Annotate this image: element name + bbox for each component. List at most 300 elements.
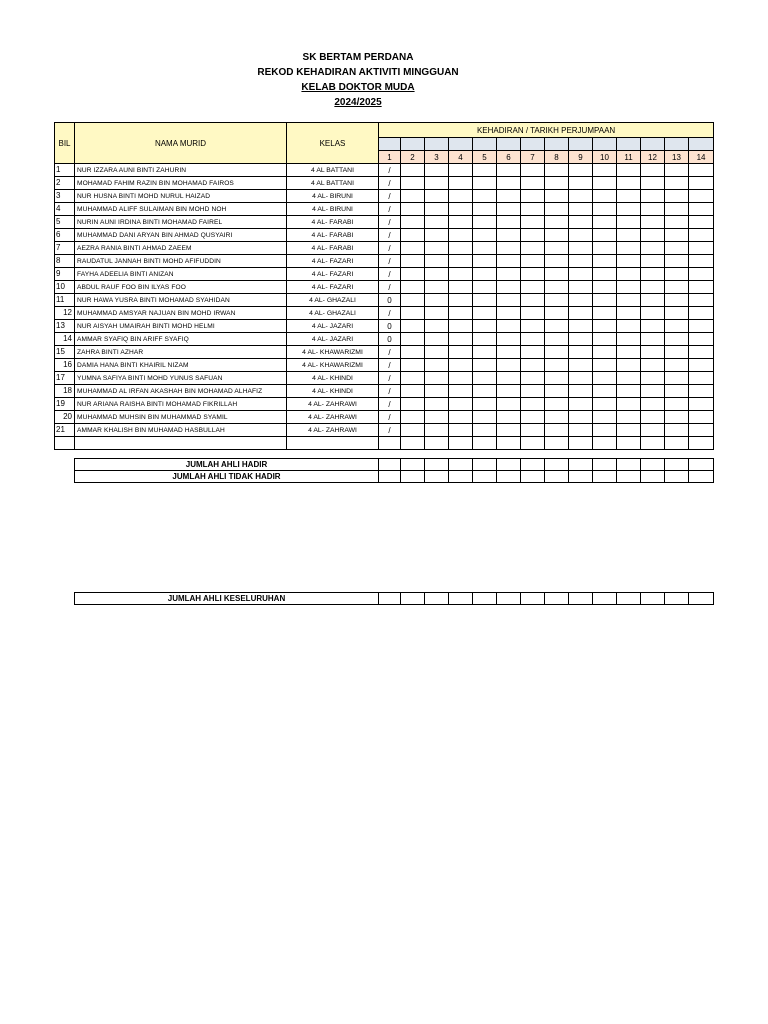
- attendance-mark-cell[interactable]: [569, 294, 593, 307]
- attendance-mark-cell[interactable]: [401, 164, 425, 177]
- attendance-mark-cell[interactable]: [641, 242, 665, 255]
- attendance-mark-cell[interactable]: [497, 307, 521, 320]
- summary-count-cell[interactable]: [473, 593, 497, 605]
- attendance-mark-cell[interactable]: [521, 216, 545, 229]
- attendance-mark-cell[interactable]: [521, 307, 545, 320]
- summary-count-cell[interactable]: [545, 459, 569, 471]
- attendance-mark-cell[interactable]: /: [379, 359, 401, 372]
- attendance-mark-cell[interactable]: [521, 164, 545, 177]
- empty-cell[interactable]: [55, 437, 75, 450]
- attendance-mark-cell[interactable]: [401, 177, 425, 190]
- attendance-mark-cell[interactable]: [521, 229, 545, 242]
- attendance-mark-cell[interactable]: [593, 320, 617, 333]
- attendance-mark-cell[interactable]: [545, 346, 569, 359]
- attendance-mark-cell[interactable]: [617, 242, 641, 255]
- attendance-mark-cell[interactable]: [497, 398, 521, 411]
- attendance-mark-cell[interactable]: [401, 372, 425, 385]
- attendance-mark-cell[interactable]: [689, 190, 714, 203]
- attendance-mark-cell[interactable]: [497, 333, 521, 346]
- empty-cell[interactable]: [593, 437, 617, 450]
- attendance-mark-cell[interactable]: [593, 307, 617, 320]
- attendance-mark-cell[interactable]: [521, 268, 545, 281]
- summary-count-cell[interactable]: [689, 471, 714, 483]
- attendance-mark-cell[interactable]: [689, 203, 714, 216]
- attendance-mark-cell[interactable]: [497, 177, 521, 190]
- attendance-mark-cell[interactable]: [641, 411, 665, 424]
- attendance-mark-cell[interactable]: [569, 346, 593, 359]
- attendance-mark-cell[interactable]: [521, 372, 545, 385]
- attendance-mark-cell[interactable]: [665, 372, 689, 385]
- summary-count-cell[interactable]: [569, 459, 593, 471]
- attendance-mark-cell[interactable]: [641, 268, 665, 281]
- attendance-mark-cell[interactable]: [593, 424, 617, 437]
- attendance-mark-cell[interactable]: [521, 190, 545, 203]
- attendance-mark-cell[interactable]: [569, 320, 593, 333]
- attendance-mark-cell[interactable]: [689, 320, 714, 333]
- summary-count-cell[interactable]: [379, 593, 401, 605]
- attendance-mark-cell[interactable]: [449, 307, 473, 320]
- summary-count-cell[interactable]: [425, 459, 449, 471]
- attendance-mark-cell[interactable]: [497, 255, 521, 268]
- attendance-mark-cell[interactable]: [425, 346, 449, 359]
- summary-count-cell[interactable]: [665, 593, 689, 605]
- summary-count-cell[interactable]: [449, 471, 473, 483]
- attendance-mark-cell[interactable]: [497, 372, 521, 385]
- attendance-mark-cell[interactable]: [593, 164, 617, 177]
- attendance-mark-cell[interactable]: [545, 411, 569, 424]
- attendance-mark-cell[interactable]: [449, 424, 473, 437]
- attendance-mark-cell[interactable]: [593, 216, 617, 229]
- attendance-mark-cell[interactable]: [425, 268, 449, 281]
- session-date-cell[interactable]: [401, 138, 425, 151]
- attendance-mark-cell[interactable]: [473, 177, 497, 190]
- summary-count-cell[interactable]: [401, 459, 425, 471]
- attendance-mark-cell[interactable]: [665, 411, 689, 424]
- summary-count-cell[interactable]: [689, 459, 714, 471]
- attendance-mark-cell[interactable]: [473, 294, 497, 307]
- attendance-mark-cell[interactable]: [545, 281, 569, 294]
- session-date-cell[interactable]: [449, 138, 473, 151]
- attendance-mark-cell[interactable]: [689, 372, 714, 385]
- attendance-mark-cell[interactable]: [617, 346, 641, 359]
- attendance-mark-cell[interactable]: [569, 242, 593, 255]
- attendance-mark-cell[interactable]: [521, 255, 545, 268]
- attendance-mark-cell[interactable]: [665, 255, 689, 268]
- attendance-mark-cell[interactable]: [569, 255, 593, 268]
- attendance-mark-cell[interactable]: [425, 333, 449, 346]
- attendance-mark-cell[interactable]: [497, 190, 521, 203]
- attendance-mark-cell[interactable]: [521, 424, 545, 437]
- attendance-mark-cell[interactable]: [665, 203, 689, 216]
- session-date-cell[interactable]: [521, 138, 545, 151]
- summary-count-cell[interactable]: [425, 471, 449, 483]
- attendance-mark-cell[interactable]: [401, 190, 425, 203]
- attendance-mark-cell[interactable]: [545, 307, 569, 320]
- attendance-mark-cell[interactable]: /: [379, 372, 401, 385]
- attendance-mark-cell[interactable]: [617, 307, 641, 320]
- summary-count-cell[interactable]: [593, 593, 617, 605]
- session-date-cell[interactable]: [569, 138, 593, 151]
- attendance-mark-cell[interactable]: [617, 164, 641, 177]
- attendance-mark-cell[interactable]: [473, 398, 497, 411]
- attendance-mark-cell[interactable]: [569, 164, 593, 177]
- attendance-mark-cell[interactable]: [665, 424, 689, 437]
- attendance-mark-cell[interactable]: [425, 294, 449, 307]
- attendance-mark-cell[interactable]: [401, 229, 425, 242]
- attendance-mark-cell[interactable]: [521, 385, 545, 398]
- attendance-mark-cell[interactable]: [569, 229, 593, 242]
- summary-count-cell[interactable]: [641, 459, 665, 471]
- summary-count-cell[interactable]: [379, 471, 401, 483]
- attendance-mark-cell[interactable]: [521, 359, 545, 372]
- attendance-mark-cell[interactable]: [521, 333, 545, 346]
- attendance-mark-cell[interactable]: [497, 385, 521, 398]
- attendance-mark-cell[interactable]: [641, 294, 665, 307]
- attendance-mark-cell[interactable]: [617, 216, 641, 229]
- attendance-mark-cell[interactable]: [617, 294, 641, 307]
- session-date-cell[interactable]: [593, 138, 617, 151]
- summary-count-cell[interactable]: [497, 471, 521, 483]
- attendance-mark-cell[interactable]: [665, 177, 689, 190]
- attendance-mark-cell[interactable]: [425, 281, 449, 294]
- attendance-mark-cell[interactable]: [545, 203, 569, 216]
- attendance-mark-cell[interactable]: [689, 294, 714, 307]
- attendance-mark-cell[interactable]: [521, 320, 545, 333]
- summary-count-cell[interactable]: [689, 593, 714, 605]
- attendance-mark-cell[interactable]: [569, 333, 593, 346]
- attendance-mark-cell[interactable]: [641, 255, 665, 268]
- attendance-mark-cell[interactable]: [497, 203, 521, 216]
- attendance-mark-cell[interactable]: 0: [379, 294, 401, 307]
- attendance-mark-cell[interactable]: [641, 216, 665, 229]
- attendance-mark-cell[interactable]: [425, 177, 449, 190]
- attendance-mark-cell[interactable]: [473, 281, 497, 294]
- attendance-mark-cell[interactable]: [545, 372, 569, 385]
- empty-cell[interactable]: [569, 437, 593, 450]
- attendance-mark-cell[interactable]: [401, 359, 425, 372]
- attendance-mark-cell[interactable]: [593, 346, 617, 359]
- summary-count-cell[interactable]: [593, 459, 617, 471]
- attendance-mark-cell[interactable]: [449, 242, 473, 255]
- attendance-mark-cell[interactable]: [449, 229, 473, 242]
- summary-count-cell[interactable]: [497, 593, 521, 605]
- attendance-mark-cell[interactable]: [401, 385, 425, 398]
- attendance-mark-cell[interactable]: [617, 424, 641, 437]
- summary-count-cell[interactable]: [545, 593, 569, 605]
- attendance-mark-cell[interactable]: [401, 346, 425, 359]
- attendance-mark-cell[interactable]: [473, 229, 497, 242]
- attendance-mark-cell[interactable]: [497, 359, 521, 372]
- attendance-mark-cell[interactable]: [545, 242, 569, 255]
- attendance-mark-cell[interactable]: [497, 320, 521, 333]
- attendance-mark-cell[interactable]: [473, 320, 497, 333]
- attendance-mark-cell[interactable]: [641, 424, 665, 437]
- empty-cell[interactable]: [545, 437, 569, 450]
- attendance-mark-cell[interactable]: [689, 346, 714, 359]
- empty-cell[interactable]: [473, 437, 497, 450]
- attendance-mark-cell[interactable]: [425, 359, 449, 372]
- attendance-mark-cell[interactable]: [425, 255, 449, 268]
- summary-count-cell[interactable]: [473, 459, 497, 471]
- attendance-mark-cell[interactable]: [689, 164, 714, 177]
- attendance-mark-cell[interactable]: [521, 242, 545, 255]
- attendance-mark-cell[interactable]: /: [379, 190, 401, 203]
- session-date-cell[interactable]: [689, 138, 714, 151]
- attendance-mark-cell[interactable]: [425, 411, 449, 424]
- attendance-mark-cell[interactable]: [401, 242, 425, 255]
- attendance-mark-cell[interactable]: [497, 281, 521, 294]
- attendance-mark-cell[interactable]: [665, 268, 689, 281]
- attendance-mark-cell[interactable]: [449, 281, 473, 294]
- attendance-mark-cell[interactable]: /: [379, 177, 401, 190]
- attendance-mark-cell[interactable]: [449, 203, 473, 216]
- attendance-mark-cell[interactable]: [497, 216, 521, 229]
- attendance-mark-cell[interactable]: [593, 255, 617, 268]
- attendance-mark-cell[interactable]: [425, 203, 449, 216]
- attendance-mark-cell[interactable]: [665, 307, 689, 320]
- attendance-mark-cell[interactable]: [569, 372, 593, 385]
- summary-count-cell[interactable]: [665, 471, 689, 483]
- attendance-mark-cell[interactable]: [401, 281, 425, 294]
- attendance-mark-cell[interactable]: [545, 333, 569, 346]
- attendance-mark-cell[interactable]: [617, 333, 641, 346]
- attendance-mark-cell[interactable]: [473, 255, 497, 268]
- attendance-mark-cell[interactable]: [569, 216, 593, 229]
- empty-cell[interactable]: [379, 437, 401, 450]
- attendance-mark-cell[interactable]: /: [379, 216, 401, 229]
- attendance-mark-cell[interactable]: [665, 229, 689, 242]
- attendance-mark-cell[interactable]: 0: [379, 333, 401, 346]
- summary-count-cell[interactable]: [569, 593, 593, 605]
- summary-count-cell[interactable]: [425, 593, 449, 605]
- attendance-mark-cell[interactable]: [449, 333, 473, 346]
- attendance-mark-cell[interactable]: [689, 424, 714, 437]
- attendance-mark-cell[interactable]: [617, 203, 641, 216]
- attendance-mark-cell[interactable]: [689, 177, 714, 190]
- attendance-mark-cell[interactable]: [665, 320, 689, 333]
- attendance-mark-cell[interactable]: [641, 385, 665, 398]
- session-date-cell[interactable]: [497, 138, 521, 151]
- attendance-mark-cell[interactable]: /: [379, 424, 401, 437]
- attendance-mark-cell[interactable]: [569, 268, 593, 281]
- attendance-mark-cell[interactable]: [593, 398, 617, 411]
- attendance-mark-cell[interactable]: [569, 307, 593, 320]
- attendance-mark-cell[interactable]: [641, 346, 665, 359]
- summary-count-cell[interactable]: [641, 593, 665, 605]
- attendance-mark-cell[interactable]: /: [379, 411, 401, 424]
- attendance-mark-cell[interactable]: /: [379, 164, 401, 177]
- session-date-cell[interactable]: [473, 138, 497, 151]
- attendance-mark-cell[interactable]: [665, 164, 689, 177]
- attendance-mark-cell[interactable]: [449, 177, 473, 190]
- attendance-mark-cell[interactable]: [665, 333, 689, 346]
- empty-cell[interactable]: [425, 437, 449, 450]
- session-date-cell[interactable]: [665, 138, 689, 151]
- attendance-mark-cell[interactable]: [401, 333, 425, 346]
- attendance-mark-cell[interactable]: [617, 268, 641, 281]
- summary-count-cell[interactable]: [569, 471, 593, 483]
- attendance-mark-cell[interactable]: /: [379, 307, 401, 320]
- attendance-mark-cell[interactable]: [425, 190, 449, 203]
- summary-count-cell[interactable]: [593, 471, 617, 483]
- summary-count-cell[interactable]: [617, 459, 641, 471]
- attendance-mark-cell[interactable]: [545, 385, 569, 398]
- attendance-mark-cell[interactable]: [473, 190, 497, 203]
- attendance-mark-cell[interactable]: [497, 294, 521, 307]
- attendance-mark-cell[interactable]: [449, 359, 473, 372]
- session-date-cell[interactable]: [641, 138, 665, 151]
- attendance-mark-cell[interactable]: [497, 268, 521, 281]
- attendance-mark-cell[interactable]: [665, 190, 689, 203]
- attendance-mark-cell[interactable]: [593, 281, 617, 294]
- attendance-mark-cell[interactable]: [545, 216, 569, 229]
- attendance-mark-cell[interactable]: [569, 359, 593, 372]
- attendance-mark-cell[interactable]: [689, 385, 714, 398]
- attendance-mark-cell[interactable]: [545, 320, 569, 333]
- attendance-mark-cell[interactable]: /: [379, 268, 401, 281]
- attendance-mark-cell[interactable]: [473, 385, 497, 398]
- attendance-mark-cell[interactable]: [521, 203, 545, 216]
- attendance-mark-cell[interactable]: [545, 294, 569, 307]
- attendance-mark-cell[interactable]: [665, 359, 689, 372]
- attendance-mark-cell[interactable]: [689, 255, 714, 268]
- attendance-mark-cell[interactable]: /: [379, 229, 401, 242]
- summary-count-cell[interactable]: [617, 593, 641, 605]
- attendance-mark-cell[interactable]: [593, 229, 617, 242]
- attendance-mark-cell[interactable]: [569, 411, 593, 424]
- attendance-mark-cell[interactable]: [689, 359, 714, 372]
- empty-cell[interactable]: [521, 437, 545, 450]
- attendance-mark-cell[interactable]: [545, 190, 569, 203]
- summary-count-cell[interactable]: [449, 459, 473, 471]
- attendance-mark-cell[interactable]: [473, 216, 497, 229]
- attendance-mark-cell[interactable]: [521, 398, 545, 411]
- attendance-mark-cell[interactable]: /: [379, 398, 401, 411]
- attendance-mark-cell[interactable]: [641, 320, 665, 333]
- attendance-mark-cell[interactable]: [473, 346, 497, 359]
- summary-count-cell[interactable]: [449, 593, 473, 605]
- empty-cell[interactable]: [449, 437, 473, 450]
- attendance-mark-cell[interactable]: [641, 372, 665, 385]
- attendance-mark-cell[interactable]: [665, 346, 689, 359]
- attendance-mark-cell[interactable]: [569, 190, 593, 203]
- attendance-mark-cell[interactable]: [497, 229, 521, 242]
- attendance-mark-cell[interactable]: [473, 164, 497, 177]
- attendance-mark-cell[interactable]: [401, 268, 425, 281]
- attendance-mark-cell[interactable]: [401, 255, 425, 268]
- attendance-mark-cell[interactable]: [569, 385, 593, 398]
- attendance-mark-cell[interactable]: [641, 359, 665, 372]
- attendance-mark-cell[interactable]: [689, 398, 714, 411]
- attendance-mark-cell[interactable]: [665, 242, 689, 255]
- attendance-mark-cell[interactable]: [425, 424, 449, 437]
- attendance-mark-cell[interactable]: [473, 411, 497, 424]
- empty-cell[interactable]: [75, 437, 287, 450]
- attendance-mark-cell[interactable]: [545, 359, 569, 372]
- attendance-mark-cell[interactable]: [569, 281, 593, 294]
- attendance-mark-cell[interactable]: [689, 268, 714, 281]
- attendance-mark-cell[interactable]: /: [379, 346, 401, 359]
- attendance-mark-cell[interactable]: [593, 177, 617, 190]
- attendance-mark-cell[interactable]: [545, 398, 569, 411]
- attendance-mark-cell[interactable]: [617, 255, 641, 268]
- attendance-mark-cell[interactable]: [545, 177, 569, 190]
- attendance-mark-cell[interactable]: [545, 268, 569, 281]
- attendance-mark-cell[interactable]: [425, 164, 449, 177]
- attendance-mark-cell[interactable]: [569, 398, 593, 411]
- summary-count-cell[interactable]: [641, 471, 665, 483]
- attendance-mark-cell[interactable]: [665, 385, 689, 398]
- attendance-mark-cell[interactable]: [641, 203, 665, 216]
- attendance-mark-cell[interactable]: [617, 372, 641, 385]
- attendance-mark-cell[interactable]: [449, 372, 473, 385]
- attendance-mark-cell[interactable]: [545, 424, 569, 437]
- attendance-mark-cell[interactable]: [593, 203, 617, 216]
- attendance-mark-cell[interactable]: /: [379, 203, 401, 216]
- attendance-mark-cell[interactable]: [497, 424, 521, 437]
- attendance-mark-cell[interactable]: [593, 268, 617, 281]
- attendance-mark-cell[interactable]: [617, 398, 641, 411]
- attendance-mark-cell[interactable]: [617, 190, 641, 203]
- attendance-mark-cell[interactable]: [593, 359, 617, 372]
- summary-count-cell[interactable]: [665, 459, 689, 471]
- attendance-mark-cell[interactable]: [521, 281, 545, 294]
- attendance-mark-cell[interactable]: 0: [379, 320, 401, 333]
- summary-count-cell[interactable]: [401, 593, 425, 605]
- attendance-mark-cell[interactable]: [641, 190, 665, 203]
- summary-count-cell[interactable]: [521, 459, 545, 471]
- empty-cell[interactable]: [665, 437, 689, 450]
- attendance-mark-cell[interactable]: [449, 268, 473, 281]
- attendance-mark-cell[interactable]: [641, 398, 665, 411]
- attendance-mark-cell[interactable]: [689, 333, 714, 346]
- attendance-mark-cell[interactable]: [473, 242, 497, 255]
- attendance-mark-cell[interactable]: [593, 333, 617, 346]
- attendance-mark-cell[interactable]: [449, 411, 473, 424]
- attendance-mark-cell[interactable]: [641, 229, 665, 242]
- attendance-mark-cell[interactable]: [665, 398, 689, 411]
- attendance-mark-cell[interactable]: [689, 229, 714, 242]
- attendance-mark-cell[interactable]: [497, 164, 521, 177]
- empty-cell[interactable]: [641, 437, 665, 450]
- attendance-mark-cell[interactable]: [449, 385, 473, 398]
- attendance-mark-cell[interactable]: [617, 359, 641, 372]
- summary-count-cell[interactable]: [473, 471, 497, 483]
- session-date-cell[interactable]: [617, 138, 641, 151]
- attendance-mark-cell[interactable]: [617, 320, 641, 333]
- attendance-mark-cell[interactable]: [665, 294, 689, 307]
- attendance-mark-cell[interactable]: [401, 320, 425, 333]
- attendance-mark-cell[interactable]: [521, 346, 545, 359]
- attendance-mark-cell[interactable]: [641, 164, 665, 177]
- summary-count-cell[interactable]: [521, 593, 545, 605]
- attendance-mark-cell[interactable]: [449, 190, 473, 203]
- attendance-mark-cell[interactable]: [617, 411, 641, 424]
- attendance-mark-cell[interactable]: [449, 346, 473, 359]
- attendance-mark-cell[interactable]: [593, 372, 617, 385]
- attendance-mark-cell[interactable]: /: [379, 385, 401, 398]
- attendance-mark-cell[interactable]: [473, 424, 497, 437]
- session-date-cell[interactable]: [379, 138, 401, 151]
- attendance-mark-cell[interactable]: [641, 281, 665, 294]
- session-date-cell[interactable]: [545, 138, 569, 151]
- attendance-mark-cell[interactable]: [521, 411, 545, 424]
- attendance-mark-cell[interactable]: [593, 242, 617, 255]
- attendance-mark-cell[interactable]: [401, 398, 425, 411]
- attendance-mark-cell[interactable]: [473, 203, 497, 216]
- attendance-mark-cell[interactable]: /: [379, 242, 401, 255]
- attendance-mark-cell[interactable]: [689, 242, 714, 255]
